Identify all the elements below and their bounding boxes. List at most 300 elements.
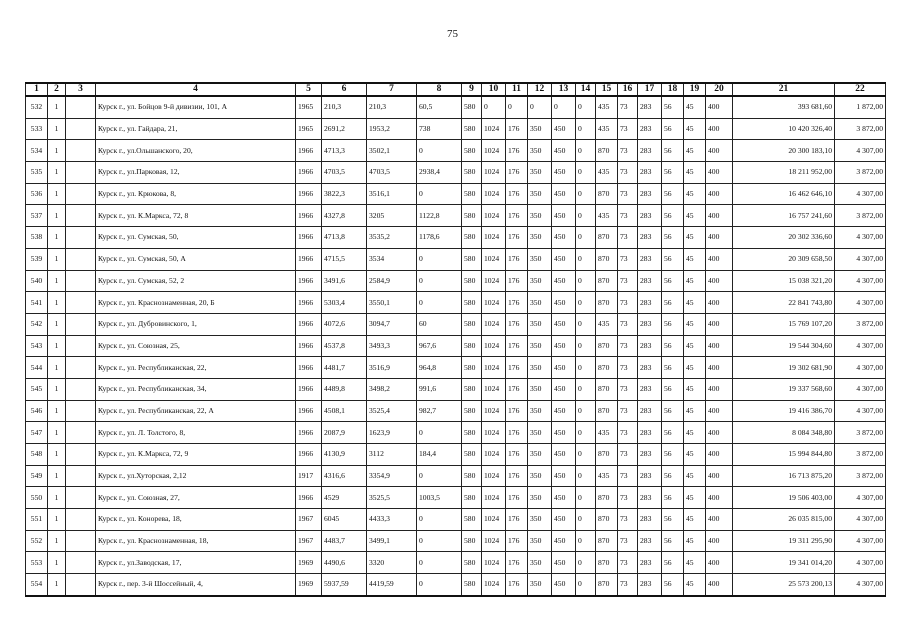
cell-col-2: 1 (48, 96, 66, 118)
cell-col-15: 870 (596, 378, 618, 400)
cell-col-5: 1966 (296, 444, 322, 466)
cell-col-16: 73 (618, 227, 638, 249)
cell-col-21: 16 462 646,10 (733, 183, 835, 205)
cell-col-16: 73 (618, 422, 638, 444)
cell-col-21: 26 035 815,00 (733, 509, 835, 531)
cell-col-13: 450 (552, 140, 576, 162)
cell-col-9: 580 (462, 487, 482, 509)
cell-col-13: 450 (552, 205, 576, 227)
cell-col-17: 283 (638, 422, 662, 444)
cell-col-1: 538 (26, 227, 48, 249)
cell-col-1: 554 (26, 574, 48, 596)
cell-col-14: 0 (576, 335, 596, 357)
table-row (26, 487, 886, 509)
cell-col-1: 549 (26, 465, 48, 487)
cell-col-2: 1 (48, 574, 66, 596)
column-header-6: 6 (322, 83, 367, 96)
cell-col-7: 3094,7 (367, 313, 417, 335)
column-header-18: 18 (662, 83, 684, 96)
cell-col-13: 450 (552, 487, 576, 509)
table-row (26, 96, 886, 118)
column-header-9: 9 (462, 83, 482, 96)
cell-col-12: 350 (528, 335, 552, 357)
cell-col-10: 0 (482, 96, 506, 118)
cell-col-21: 19 311 295,90 (733, 530, 835, 552)
cell-col-1: 552 (26, 530, 48, 552)
page-number: 75 (447, 28, 458, 40)
cell-col-15: 870 (596, 552, 618, 574)
cell-col-2: 1 (48, 140, 66, 162)
cell-col-6: 2087,9 (322, 422, 367, 444)
cell-col-16: 73 (618, 140, 638, 162)
column-header-12: 12 (528, 83, 552, 96)
cell-col-5: 1966 (296, 248, 322, 270)
cell-col-6: 4483,7 (322, 530, 367, 552)
cell-col-18: 56 (662, 552, 684, 574)
cell-col-5: 1966 (296, 227, 322, 249)
cell-col-20: 400 (706, 335, 733, 357)
cell-col-4: Курск г., ул. Дубровинского, 1, (96, 313, 296, 335)
cell-col-12: 350 (528, 140, 552, 162)
cell-col-10: 1024 (482, 205, 506, 227)
cell-col-21: 393 681,60 (733, 96, 835, 118)
cell-col-18: 56 (662, 487, 684, 509)
cell-col-8: 0 (417, 140, 462, 162)
cell-col-14: 0 (576, 574, 596, 596)
cell-col-11: 176 (506, 487, 528, 509)
cell-col-21: 22 841 743,80 (733, 292, 835, 314)
cell-col-21: 10 420 326,40 (733, 118, 835, 140)
cell-col-13: 450 (552, 400, 576, 422)
cell-col-2: 1 (48, 118, 66, 140)
cell-col-2: 1 (48, 552, 66, 574)
cell-col-9: 580 (462, 205, 482, 227)
table-row (26, 422, 886, 444)
cell-col-4: Курск г., ул. Гайдара, 21, (96, 118, 296, 140)
cell-col-14: 0 (576, 552, 596, 574)
cell-col-3 (66, 335, 96, 357)
table-row (26, 313, 886, 335)
column-header-14: 14 (576, 83, 596, 96)
cell-col-3 (66, 465, 96, 487)
cell-col-11: 176 (506, 140, 528, 162)
cell-col-12: 350 (528, 422, 552, 444)
cell-col-6: 4508,1 (322, 400, 367, 422)
cell-col-20: 400 (706, 313, 733, 335)
cell-col-6: 6045 (322, 509, 367, 531)
column-header-13: 13 (552, 83, 576, 96)
table-row (26, 140, 886, 162)
cell-col-18: 56 (662, 378, 684, 400)
cell-col-14: 0 (576, 357, 596, 379)
cell-col-3 (66, 444, 96, 466)
cell-col-11: 176 (506, 400, 528, 422)
cell-col-11: 176 (506, 530, 528, 552)
cell-col-8: 964,8 (417, 357, 462, 379)
cell-col-20: 400 (706, 205, 733, 227)
cell-col-20: 400 (706, 552, 733, 574)
cell-col-5: 1965 (296, 96, 322, 118)
cell-col-13: 450 (552, 335, 576, 357)
cell-col-18: 56 (662, 422, 684, 444)
cell-col-13: 0 (552, 96, 576, 118)
cell-col-11: 176 (506, 574, 528, 596)
cell-col-17: 283 (638, 574, 662, 596)
cell-col-3 (66, 313, 96, 335)
cell-col-4: Курск г., ул. Бойцов 9-й дивизии, 101, А (96, 96, 296, 118)
cell-col-19: 45 (684, 487, 706, 509)
cell-col-16: 73 (618, 118, 638, 140)
cell-col-11: 176 (506, 270, 528, 292)
cell-col-5: 1966 (296, 400, 322, 422)
cell-col-3 (66, 422, 96, 444)
cell-col-22: 4 307,00 (835, 509, 886, 531)
cell-col-4: Курск г., ул.Парковая, 12, (96, 162, 296, 184)
cell-col-8: 0 (417, 530, 462, 552)
cell-col-2: 1 (48, 444, 66, 466)
cell-col-16: 73 (618, 465, 638, 487)
cell-col-22: 4 307,00 (835, 552, 886, 574)
cell-col-2: 1 (48, 162, 66, 184)
cell-col-2: 1 (48, 465, 66, 487)
cell-col-15: 435 (596, 96, 618, 118)
cell-col-4: Курск г., ул. Краснознаменная, 20, Б (96, 292, 296, 314)
cell-col-17: 283 (638, 205, 662, 227)
cell-col-19: 45 (684, 378, 706, 400)
cell-col-3 (66, 270, 96, 292)
cell-col-6: 210,3 (322, 96, 367, 118)
cell-col-17: 283 (638, 227, 662, 249)
cell-col-17: 283 (638, 357, 662, 379)
column-header-15: 15 (596, 83, 618, 96)
column-header-8: 8 (417, 83, 462, 96)
cell-col-15: 435 (596, 313, 618, 335)
cell-col-15: 870 (596, 400, 618, 422)
cell-col-21: 15 994 844,80 (733, 444, 835, 466)
cell-col-3 (66, 357, 96, 379)
cell-col-12: 350 (528, 444, 552, 466)
cell-col-14: 0 (576, 422, 596, 444)
cell-col-1: 539 (26, 248, 48, 270)
cell-col-17: 283 (638, 96, 662, 118)
cell-col-19: 45 (684, 400, 706, 422)
cell-col-17: 283 (638, 378, 662, 400)
cell-col-17: 283 (638, 270, 662, 292)
cell-col-14: 0 (576, 378, 596, 400)
cell-col-10: 1024 (482, 574, 506, 596)
cell-col-12: 0 (528, 96, 552, 118)
cell-col-1: 553 (26, 552, 48, 574)
cell-col-9: 580 (462, 509, 482, 531)
cell-col-5: 1966 (296, 422, 322, 444)
cell-col-3 (66, 509, 96, 531)
cell-col-6: 3822,3 (322, 183, 367, 205)
cell-col-13: 450 (552, 509, 576, 531)
cell-col-5: 1966 (296, 335, 322, 357)
cell-col-21: 8 084 348,80 (733, 422, 835, 444)
cell-col-10: 1024 (482, 378, 506, 400)
cell-col-17: 283 (638, 552, 662, 574)
cell-col-5: 1966 (296, 292, 322, 314)
cell-col-1: 542 (26, 313, 48, 335)
cell-col-22: 4 307,00 (835, 248, 886, 270)
cell-col-1: 543 (26, 335, 48, 357)
cell-col-21: 15 769 107,20 (733, 313, 835, 335)
cell-col-9: 580 (462, 162, 482, 184)
cell-col-2: 1 (48, 357, 66, 379)
cell-col-3 (66, 574, 96, 596)
cell-col-2: 1 (48, 292, 66, 314)
cell-col-16: 73 (618, 335, 638, 357)
cell-col-4: Курск г., ул. Конорева, 18, (96, 509, 296, 531)
cell-col-22: 4 307,00 (835, 140, 886, 162)
table-row (26, 465, 886, 487)
cell-col-6: 4713,8 (322, 227, 367, 249)
cell-col-14: 0 (576, 205, 596, 227)
cell-col-10: 1024 (482, 465, 506, 487)
cell-col-22: 4 307,00 (835, 378, 886, 400)
cell-col-20: 400 (706, 96, 733, 118)
cell-col-13: 450 (552, 183, 576, 205)
cell-col-16: 73 (618, 357, 638, 379)
cell-col-15: 870 (596, 335, 618, 357)
cell-col-1: 544 (26, 357, 48, 379)
cell-col-8: 1003,5 (417, 487, 462, 509)
cell-col-14: 0 (576, 400, 596, 422)
cell-col-19: 45 (684, 118, 706, 140)
cell-col-11: 176 (506, 183, 528, 205)
cell-col-8: 738 (417, 118, 462, 140)
cell-col-13: 450 (552, 357, 576, 379)
cell-col-5: 1969 (296, 552, 322, 574)
cell-col-5: 1967 (296, 509, 322, 531)
cell-col-5: 1917 (296, 465, 322, 487)
cell-col-22: 4 307,00 (835, 227, 886, 249)
cell-col-16: 73 (618, 292, 638, 314)
cell-col-5: 1966 (296, 140, 322, 162)
cell-col-12: 350 (528, 487, 552, 509)
cell-col-12: 350 (528, 183, 552, 205)
cell-col-19: 45 (684, 313, 706, 335)
table-row (26, 205, 886, 227)
cell-col-6: 4713,3 (322, 140, 367, 162)
cell-col-7: 3516,1 (367, 183, 417, 205)
cell-col-19: 45 (684, 140, 706, 162)
cell-col-15: 435 (596, 465, 618, 487)
cell-col-17: 283 (638, 465, 662, 487)
cell-col-3 (66, 530, 96, 552)
cell-col-21: 15 038 321,20 (733, 270, 835, 292)
cell-col-9: 580 (462, 183, 482, 205)
cell-col-6: 5303,4 (322, 292, 367, 314)
cell-col-16: 73 (618, 487, 638, 509)
cell-col-13: 450 (552, 227, 576, 249)
cell-col-18: 56 (662, 574, 684, 596)
table-row (26, 530, 886, 552)
cell-col-10: 1024 (482, 422, 506, 444)
cell-col-12: 350 (528, 552, 552, 574)
cell-col-15: 870 (596, 248, 618, 270)
cell-col-19: 45 (684, 335, 706, 357)
cell-col-9: 580 (462, 378, 482, 400)
cell-col-6: 4316,6 (322, 465, 367, 487)
cell-col-6: 4327,8 (322, 205, 367, 227)
cell-col-11: 176 (506, 465, 528, 487)
cell-col-14: 0 (576, 183, 596, 205)
cell-col-21: 19 544 304,60 (733, 335, 835, 357)
cell-col-22: 4 307,00 (835, 400, 886, 422)
cell-col-11: 176 (506, 357, 528, 379)
cell-col-11: 176 (506, 422, 528, 444)
cell-col-8: 1178,6 (417, 227, 462, 249)
cell-col-10: 1024 (482, 183, 506, 205)
cell-col-22: 4 307,00 (835, 292, 886, 314)
cell-col-1: 548 (26, 444, 48, 466)
cell-col-22: 3 872,00 (835, 422, 886, 444)
cell-col-21: 20 302 336,60 (733, 227, 835, 249)
cell-col-4: Курск г., ул. Крюкова, 8, (96, 183, 296, 205)
cell-col-1: 533 (26, 118, 48, 140)
cell-col-9: 580 (462, 422, 482, 444)
cell-col-22: 4 307,00 (835, 183, 886, 205)
cell-col-18: 56 (662, 270, 684, 292)
cell-col-7: 3112 (367, 444, 417, 466)
cell-col-6: 4489,8 (322, 378, 367, 400)
cell-col-21: 20 300 183,10 (733, 140, 835, 162)
cell-col-21: 20 309 658,50 (733, 248, 835, 270)
cell-col-13: 450 (552, 270, 576, 292)
column-header-5: 5 (296, 83, 322, 96)
cell-col-11: 176 (506, 205, 528, 227)
cell-col-22: 4 307,00 (835, 487, 886, 509)
cell-col-1: 547 (26, 422, 48, 444)
table-row (26, 118, 886, 140)
cell-col-20: 400 (706, 270, 733, 292)
cell-col-4: Курск г., ул. Сумская, 50, (96, 227, 296, 249)
cell-col-20: 400 (706, 140, 733, 162)
cell-col-12: 350 (528, 118, 552, 140)
cell-col-6: 4529 (322, 487, 367, 509)
cell-col-9: 580 (462, 313, 482, 335)
cell-col-16: 73 (618, 574, 638, 596)
cell-col-19: 45 (684, 205, 706, 227)
cell-col-22: 3 872,00 (835, 444, 886, 466)
cell-col-9: 580 (462, 335, 482, 357)
cell-col-3 (66, 248, 96, 270)
cell-col-4: Курск г., ул.Заводская, 17, (96, 552, 296, 574)
cell-col-18: 56 (662, 465, 684, 487)
cell-col-20: 400 (706, 465, 733, 487)
cell-col-7: 3535,2 (367, 227, 417, 249)
cell-col-9: 580 (462, 270, 482, 292)
cell-col-11: 176 (506, 313, 528, 335)
cell-col-2: 1 (48, 422, 66, 444)
cell-col-20: 400 (706, 574, 733, 596)
cell-col-19: 45 (684, 509, 706, 531)
cell-col-10: 1024 (482, 313, 506, 335)
cell-col-11: 176 (506, 292, 528, 314)
column-header-17: 17 (638, 83, 662, 96)
cell-col-9: 580 (462, 400, 482, 422)
cell-col-16: 73 (618, 183, 638, 205)
cell-col-15: 870 (596, 292, 618, 314)
cell-col-1: 537 (26, 205, 48, 227)
cell-col-14: 0 (576, 444, 596, 466)
cell-col-2: 1 (48, 378, 66, 400)
cell-col-3 (66, 96, 96, 118)
cell-col-21: 19 302 681,90 (733, 357, 835, 379)
cell-col-12: 350 (528, 378, 552, 400)
column-header-1: 1 (26, 83, 48, 96)
cell-col-10: 1024 (482, 509, 506, 531)
cell-col-1: 534 (26, 140, 48, 162)
cell-col-1: 545 (26, 378, 48, 400)
cell-col-12: 350 (528, 400, 552, 422)
cell-col-15: 435 (596, 118, 618, 140)
cell-col-6: 4703,5 (322, 162, 367, 184)
cell-col-2: 1 (48, 509, 66, 531)
cell-col-20: 400 (706, 227, 733, 249)
cell-col-14: 0 (576, 96, 596, 118)
cell-col-2: 1 (48, 530, 66, 552)
cell-col-21: 25 573 200,13 (733, 574, 835, 596)
cell-col-7: 3502,1 (367, 140, 417, 162)
cell-col-7: 4703,5 (367, 162, 417, 184)
cell-col-10: 1024 (482, 487, 506, 509)
cell-col-8: 0 (417, 422, 462, 444)
cell-col-12: 350 (528, 162, 552, 184)
cell-col-21: 19 341 014,20 (733, 552, 835, 574)
cell-col-15: 870 (596, 509, 618, 531)
cell-col-10: 1024 (482, 335, 506, 357)
cell-col-8: 0 (417, 465, 462, 487)
cell-col-7: 3354,9 (367, 465, 417, 487)
cell-col-19: 45 (684, 422, 706, 444)
cell-col-17: 283 (638, 509, 662, 531)
cell-col-1: 540 (26, 270, 48, 292)
cell-col-18: 56 (662, 205, 684, 227)
table-row (26, 248, 886, 270)
cell-col-10: 1024 (482, 227, 506, 249)
cell-col-8: 60 (417, 313, 462, 335)
cell-col-22: 3 872,00 (835, 465, 886, 487)
cell-col-17: 283 (638, 183, 662, 205)
cell-col-11: 176 (506, 335, 528, 357)
cell-col-10: 1024 (482, 530, 506, 552)
cell-col-11: 176 (506, 248, 528, 270)
table-row (26, 509, 886, 531)
cell-col-12: 350 (528, 248, 552, 270)
cell-col-5: 1966 (296, 313, 322, 335)
cell-col-8: 991,6 (417, 378, 462, 400)
cell-col-17: 283 (638, 487, 662, 509)
cell-col-1: 536 (26, 183, 48, 205)
cell-col-3 (66, 183, 96, 205)
cell-col-13: 450 (552, 313, 576, 335)
cell-col-5: 1965 (296, 118, 322, 140)
cell-col-2: 1 (48, 270, 66, 292)
cell-col-20: 400 (706, 444, 733, 466)
cell-col-9: 580 (462, 357, 482, 379)
cell-col-10: 1024 (482, 118, 506, 140)
cell-col-15: 870 (596, 574, 618, 596)
cell-col-11: 176 (506, 378, 528, 400)
cell-col-20: 400 (706, 292, 733, 314)
table-row (26, 357, 886, 379)
cell-col-12: 350 (528, 509, 552, 531)
cell-col-16: 73 (618, 530, 638, 552)
cell-col-18: 56 (662, 509, 684, 531)
